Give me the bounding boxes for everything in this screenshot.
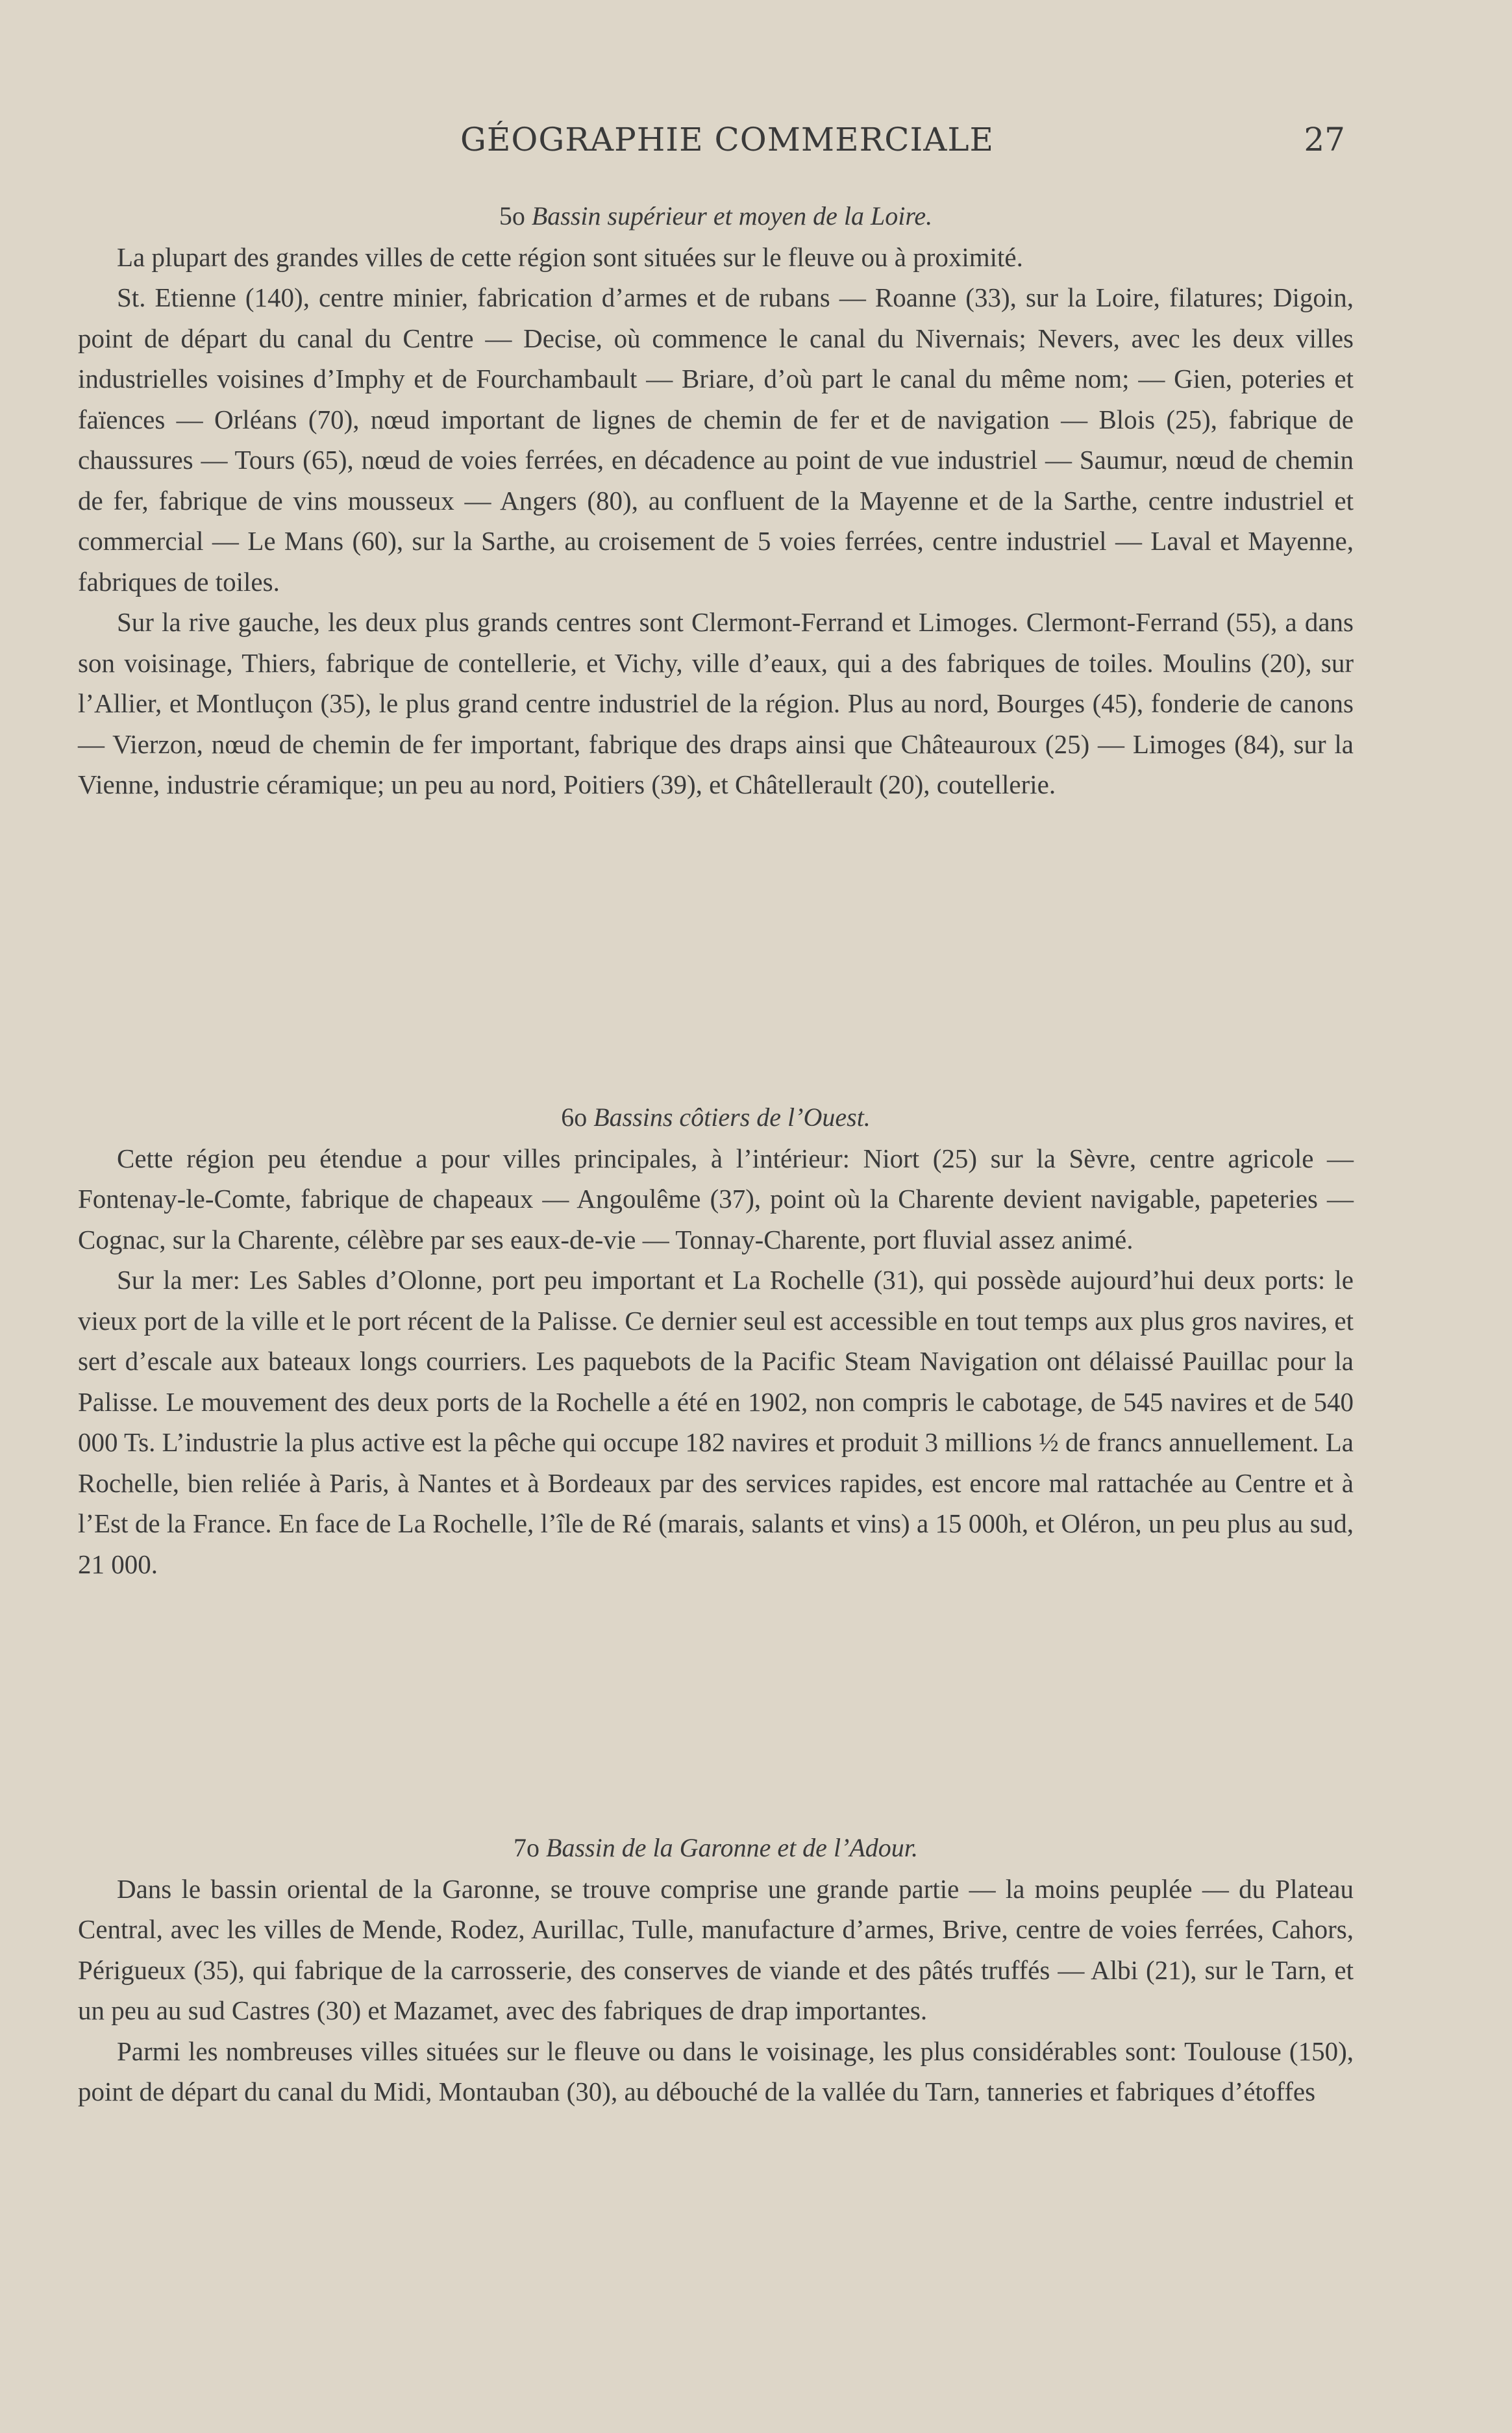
section-5-title: Bassin supérieur et moyen de la Loire. [531,201,933,231]
section-5-number: 5o [499,201,525,231]
section-5-paragraph-1: La plupart des grandes villes de cette région sont situées sur le fleuve ou à proximité. [117,242,1023,272]
section-5 [78,196,1354,805]
running-title: GÉOGRAPHIE COMMERCIALE [460,121,995,158]
section-6-paragraph-1: Cette région peu étendue a pour villes principales, à l’intérieur: Niort (25) sur la Sèvre, centre agricole — Fontenay-le-Comte, fabrique de chapeaux — Angoulême (37), point où la Charente devient navigable, papeteries — Cognac, sur la Charente, célèbre par ses eaux-de-vie — Tonnay-Charente, port fluvial assez animé. [78,1143,1354,1254]
section-5-paragraph-3: Sur la rive gauche, les deux plus grands centres sont Clermont-Ferrand et Limoges. Clermont-Ferrand (55), a dans son voisinage, Thiers, fabrique de contellerie, et Vichy, ville d’eaux, qui a des fabriques de toiles. Moulins (20), sur l’Allier, et Montluçon (35), le plus grand centre industriel de la région. Plus au nord, Bourges (45), fonderie de canons — Vierzon, nœud de chemin de fer important, fabrique des draps ainsi que Châteauroux (25) — Limoges (84), sur la Vienne, industrie céramique; un peu au nord, Poitiers (39), et Châtellerault (20), coutellerie. [78,607,1354,799]
page-header [97,121,1357,166]
section-6 [78,1097,1354,1584]
section-5-paragraph-2: St. Etienne (140), centre minier, fabrication d’armes et de rubans — Roanne (33), sur la Loire, filatures; Digoin, point de départ du canal du Centre — Decise, où commence le canal du Nivernais; Nevers, avec les deux villes industrielles voisines d’Imphy et de Fourchambault — Briare, d’où part le canal du même nom; — Gien, poteries et faïences — Orléans (70), nœud important de lignes de chemin de fer et de navigation — Blois (25), fabrique de chaussures — Tours (65), nœud de voies ferrées, en décadence au point de vue industriel — Saumur, nœud de chemin de fer, fabrique de vins mousseux — Angers (80), au confluent de la Mayenne et de la Sarthe, centre industriel et commercial — Le Mans (60), sur la Sarthe, au croisement de 5 voies ferrées, centre industriel — Laval et Mayenne, fabriques de toiles. [78,282,1354,597]
section-7-number: 7o [514,1833,540,1862]
section-6-paragraph-2: Sur la mer: Les Sables d’Olonne, port peu important et La Rochelle (31), qui possède aujourd’hui deux ports: le vieux port de la ville et le port récent de la Palisse. Ce dernier seul est accessible en tout temps aux plus gros navires, et sert d’escale aux bateaux longs courriers. Les paquebots de la Pacific Steam Navigation ont délaissé Pauillac pour la Palisse. Le mouvement des deux ports de la Rochelle a été en 1902, non compris le cabotage, de 545 navires et de 540 000 Ts. L’industrie la plus active est la pêche qui occupe 182 navires et produit 3 millions ½ de francs annuellement. La Rochelle, bien reliée à Paris, à Nantes et à Bordeaux par des services rapides, est encore mal rattachée au Centre et à l’Est de la France. En face de La Rochelle, l’île de Ré (marais, salants et vins) a 15 000h, et Oléron, un peu plus au sud, 21 000. [78,1265,1354,1579]
section-6-title: Bassins côtiers de l’Ouest. [593,1103,871,1132]
section-7 [78,1828,1354,2112]
section-6-heading [78,1097,1354,1138]
section-7-title: Bassin de la Garonne et de l’Adour. [546,1833,918,1862]
page-number: 27 [1304,121,1345,158]
section-6-number: 6o [561,1103,588,1132]
section-5-heading [78,196,1354,237]
section-7-paragraph-2: Parmi les nombreuses villes situées sur le fleuve ou dans le voisinage, les plus considérables sont: Toulouse (150), point de départ du canal du Midi, Montauban (30), au débouché de la vallée du Tarn, tanneries et fabriques d’étoffes [78,2036,1354,2106]
section-7-paragraph-1: Dans le bassin oriental de la Garonne, se trouve comprise une grande partie — la moins peuplée — du Plateau Central, avec les villes de Mende, Rodez, Aurillac, Tulle, manufacture d’armes, Brive, centre de voies ferrées, Cahors, Périgueux (35), qui fabrique de la carrosserie, des conserves de viande et des pâtés truffés — Albi (21), sur le Tarn, et un peu au sud Castres (30) et Mazamet, avec des fabriques de drap importantes. [78,1873,1354,2025]
section-7-heading [78,1828,1354,1869]
